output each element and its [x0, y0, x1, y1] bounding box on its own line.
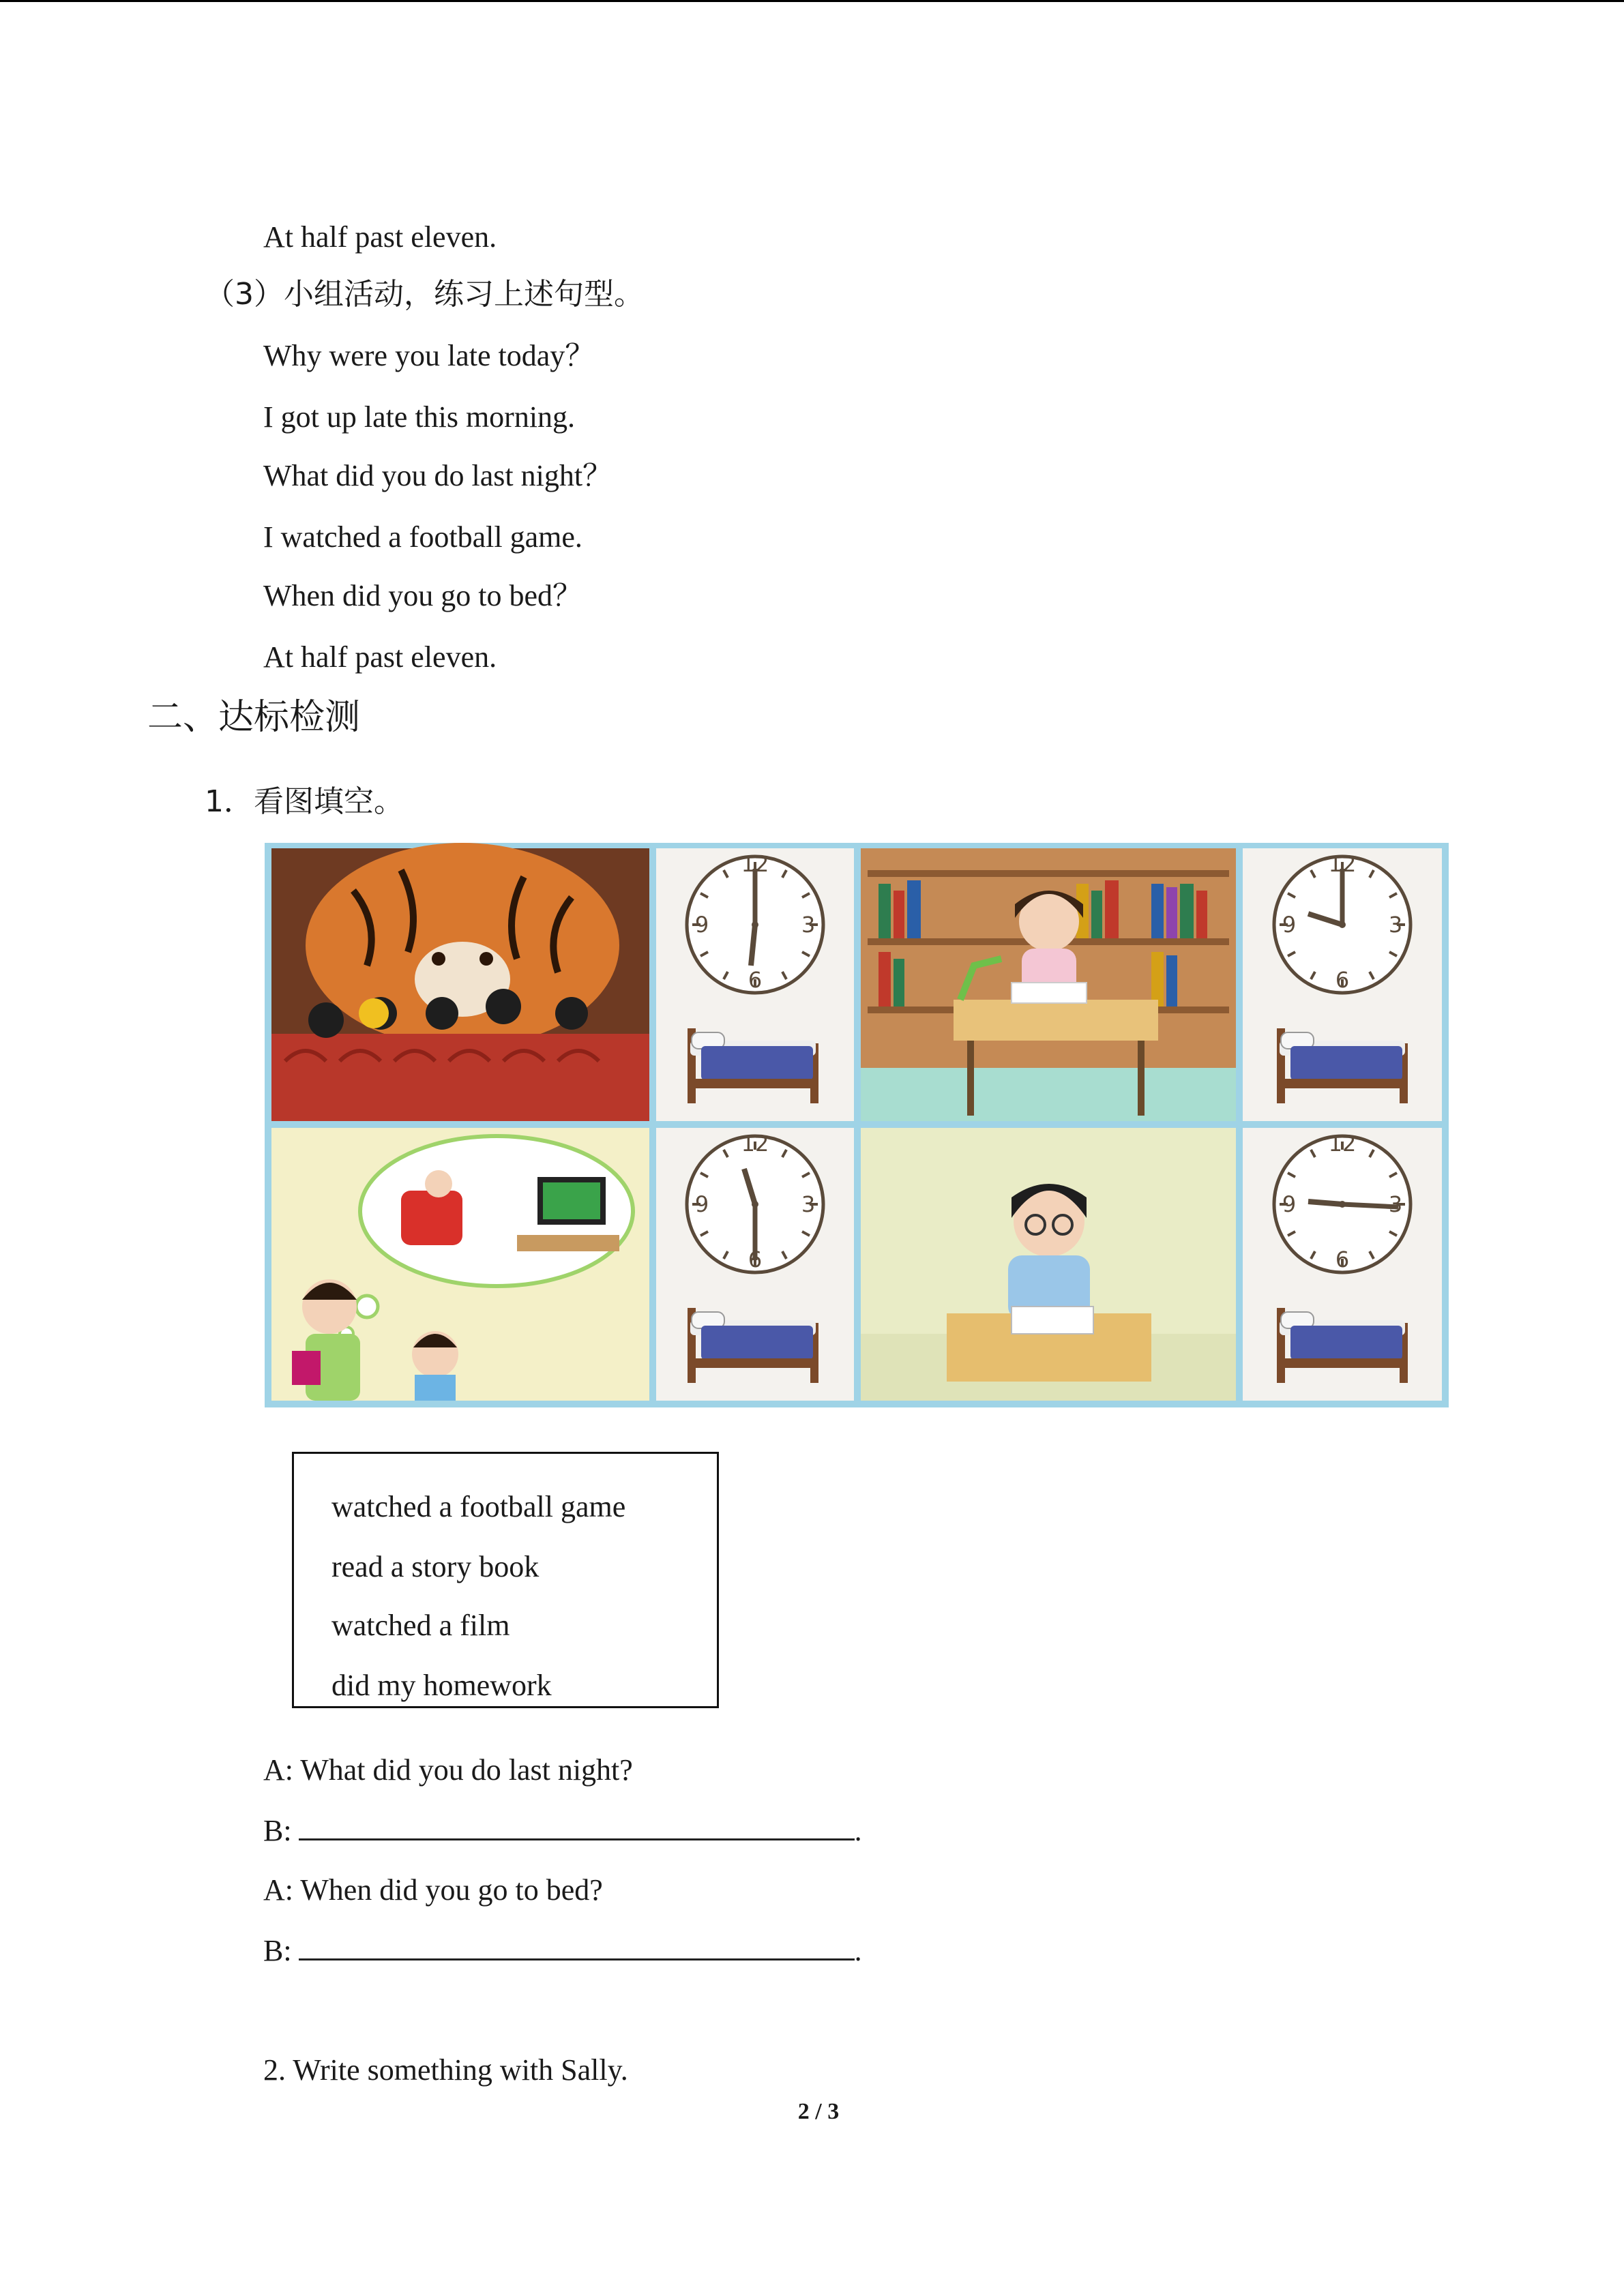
- clock-1-nine: 9: [694, 912, 709, 938]
- word-bank-box: [292, 1452, 719, 1708]
- answer-2-period: .: [854, 1934, 862, 1967]
- activity-picture: [265, 843, 1449, 1407]
- word-bank-item: did my homework: [331, 1669, 552, 1702]
- word-bank-item: read a story book: [331, 1550, 540, 1583]
- clock-3-six: 6: [748, 1247, 763, 1272]
- clock-3-twelve: 12: [741, 1131, 769, 1157]
- clock-4-three: 3: [1388, 1191, 1403, 1217]
- dialogue-line-2: I got up late this morning.: [263, 400, 576, 434]
- answer-1-blank[interactable]: [299, 1811, 855, 1840]
- clock-2-three: 3: [1388, 912, 1403, 938]
- clock-2-nine: 9: [1282, 912, 1297, 938]
- question-2: A: When did you go to bed?: [263, 1873, 603, 1907]
- answer-2-row: [263, 1931, 862, 1970]
- answer-1-row: [263, 1811, 862, 1850]
- clock-2-twelve: 12: [1328, 851, 1357, 877]
- clock-3-three: 3: [801, 1191, 816, 1217]
- dialogue-line-4: I watched a football game.: [263, 520, 582, 554]
- dialogue-line-6: At half past eleven.: [263, 640, 497, 674]
- answer-2-blank[interactable]: [299, 1931, 855, 1960]
- answer-1-label: B:: [263, 1814, 292, 1847]
- cinema-scene: [271, 843, 649, 1121]
- tv-thought-scene: [271, 1128, 649, 1401]
- clock-4-six: 6: [1335, 1247, 1350, 1272]
- clock-1-six: 6: [748, 967, 763, 993]
- word-bank-item: watched a film: [331, 1609, 510, 1642]
- dialogue-line-3: What did you do last night？: [263, 459, 613, 492]
- clock-1-three: 3: [801, 912, 816, 938]
- page-number: 2 / 3: [797, 2099, 840, 2124]
- clock-2-six: 6: [1335, 967, 1350, 993]
- dialogue-line-1: Why were you late today？: [263, 339, 595, 372]
- homework-scene: [861, 1128, 1236, 1401]
- task-1-instruction: 1．看图填空。: [205, 784, 404, 819]
- clock-4-twelve: 12: [1328, 1131, 1357, 1157]
- question-1: A: What did you do last night?: [263, 1753, 633, 1787]
- step-3-instruction: （3）小组活动，练习上述句型。: [205, 277, 644, 312]
- library-scene: [861, 848, 1236, 1121]
- answer-2-label: B:: [263, 1934, 292, 1967]
- page-top-border: [0, 0, 1624, 2]
- task-2-instruction: 2. Write something with Sally.: [263, 2053, 628, 2087]
- section-heading: 二、达标检测: [147, 697, 361, 738]
- answer-1-period: .: [854, 1814, 862, 1847]
- dialogue-line-5: When did you go to bed？: [263, 579, 583, 612]
- word-bank-item: watched a football game: [331, 1490, 626, 1523]
- clock-4-nine: 9: [1282, 1191, 1297, 1217]
- clock-3-nine: 9: [694, 1191, 709, 1217]
- clock-1-twelve: 12: [741, 851, 769, 877]
- answer-line: At half past eleven.: [263, 220, 497, 254]
